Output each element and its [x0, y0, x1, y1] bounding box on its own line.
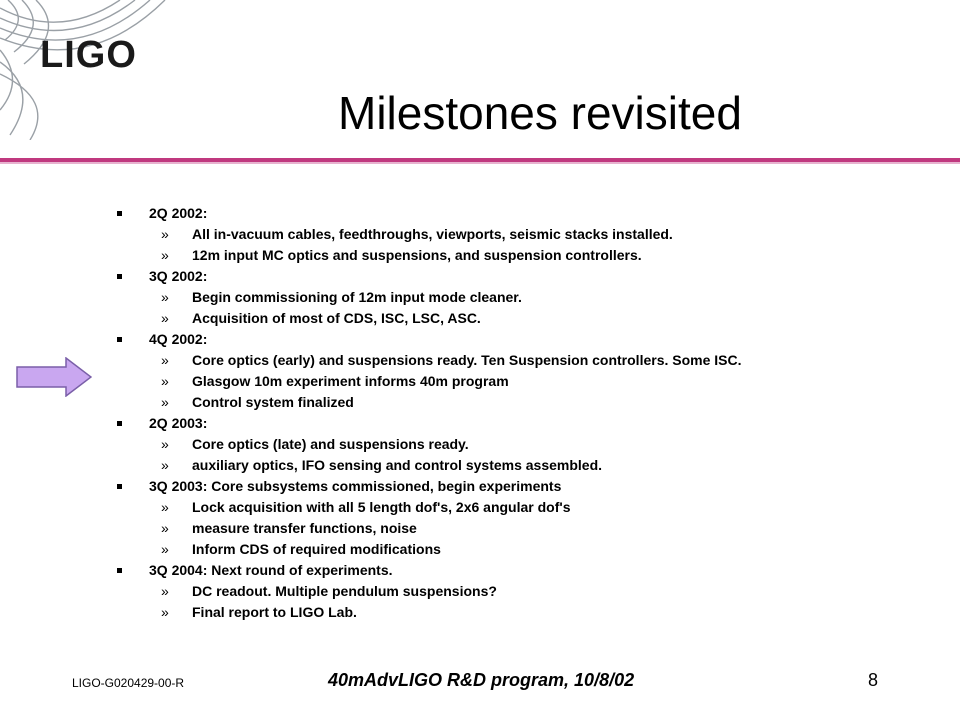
milestone-text: 3Q 2002:: [149, 268, 208, 284]
milestone-text: Core optics (late) and suspensions ready.: [192, 436, 469, 452]
milestone-subitem: [114, 581, 934, 602]
milestone-subitem: [114, 434, 934, 455]
milestone-text: Core optics (early) and suspensions ready. Ten Suspension controllers. Some ISC.: [192, 352, 742, 368]
title-divider-shadow: [0, 162, 960, 164]
sub-bullet-marker: »: [161, 373, 169, 389]
milestone-text: 12m input MC optics and suspensions, and suspension controllers.: [192, 247, 642, 263]
milestone-subitem: [114, 392, 934, 413]
milestone-text: Inform CDS of required modifications: [192, 541, 441, 557]
milestone-subitem: [114, 308, 934, 329]
square-bullet-icon: [117, 274, 122, 279]
milestone-text: Acquisition of most of CDS, ISC, LSC, ASC.: [192, 310, 481, 326]
footer-title: 40mAdvLIGO R&D program, 10/8/02: [328, 670, 635, 690]
milestone-text: 3Q 2003: Core subsystems commissioned, begin experiments: [149, 478, 562, 494]
milestone-heading: [114, 329, 934, 350]
milestone-text: All in-vacuum cables, feedthroughs, viewports, seismic stacks installed.: [192, 226, 673, 242]
sub-bullet-marker: »: [161, 499, 169, 515]
milestone-subitem: [114, 497, 934, 518]
square-bullet-icon: [117, 211, 122, 216]
milestone-subitem: [114, 455, 934, 476]
milestone-subitem: [114, 518, 934, 539]
milestone-heading: [114, 560, 934, 581]
sub-bullet-marker: »: [161, 457, 169, 473]
milestone-heading: [114, 203, 934, 224]
footer-doc-id: LIGO-G020429-00-R: [72, 676, 185, 690]
sub-bullet-marker: »: [161, 310, 169, 326]
square-bullet-icon: [117, 568, 122, 573]
milestone-subitem: [114, 287, 934, 308]
milestone-heading: [114, 413, 934, 434]
milestone-subitem: [114, 245, 934, 266]
logo-text: LIGO: [40, 34, 137, 76]
milestone-text: Control system finalized: [192, 394, 354, 410]
sub-bullet-marker: »: [161, 247, 169, 263]
sub-bullet-marker: »: [161, 541, 169, 557]
milestone-text: DC readout. Multiple pendulum suspensions?: [192, 583, 497, 599]
milestone-heading: [114, 266, 934, 287]
sub-bullet-marker: »: [161, 604, 169, 620]
square-bullet-icon: [117, 421, 122, 426]
milestone-text: 3Q 2004: Next round of experiments.: [149, 562, 393, 578]
milestone-text: 2Q 2003:: [149, 415, 208, 431]
milestone-text: measure transfer functions, noise: [192, 520, 417, 536]
milestone-subitem: [114, 350, 934, 371]
milestone-text: 4Q 2002:: [149, 331, 208, 347]
ligo-logo: [0, 0, 200, 140]
milestone-heading: [114, 476, 934, 497]
page-number: 8: [868, 670, 879, 690]
right-arrow-icon: [16, 357, 92, 397]
milestone-text: Lock acquisition with all 5 length dof's, 2x6 angular dof's: [192, 499, 571, 515]
sub-bullet-marker: »: [161, 520, 169, 536]
square-bullet-icon: [117, 484, 122, 489]
sub-bullet-marker: »: [161, 583, 169, 599]
milestone-text: Final report to LIGO Lab.: [192, 604, 357, 620]
page-title: Milestones revisited: [338, 87, 742, 139]
milestone-subitem: [114, 539, 934, 560]
milestone-subitem: [114, 602, 934, 623]
milestone-list: [114, 203, 934, 623]
milestone-text: auxiliary optics, IFO sensing and control systems assembled.: [192, 457, 603, 473]
milestone-text: Glasgow 10m experiment informs 40m program: [192, 373, 509, 389]
milestone-subitem: [114, 224, 934, 245]
square-bullet-icon: [117, 337, 122, 342]
milestone-subitem: [114, 371, 934, 392]
milestone-text: Begin commissioning of 12m input mode cleaner.: [192, 289, 522, 305]
sub-bullet-marker: »: [161, 226, 169, 242]
sub-bullet-marker: »: [161, 436, 169, 452]
milestone-text: 2Q 2002:: [149, 205, 208, 221]
sub-bullet-marker: »: [161, 289, 169, 305]
sub-bullet-marker: »: [161, 394, 169, 410]
sub-bullet-marker: »: [161, 352, 169, 368]
